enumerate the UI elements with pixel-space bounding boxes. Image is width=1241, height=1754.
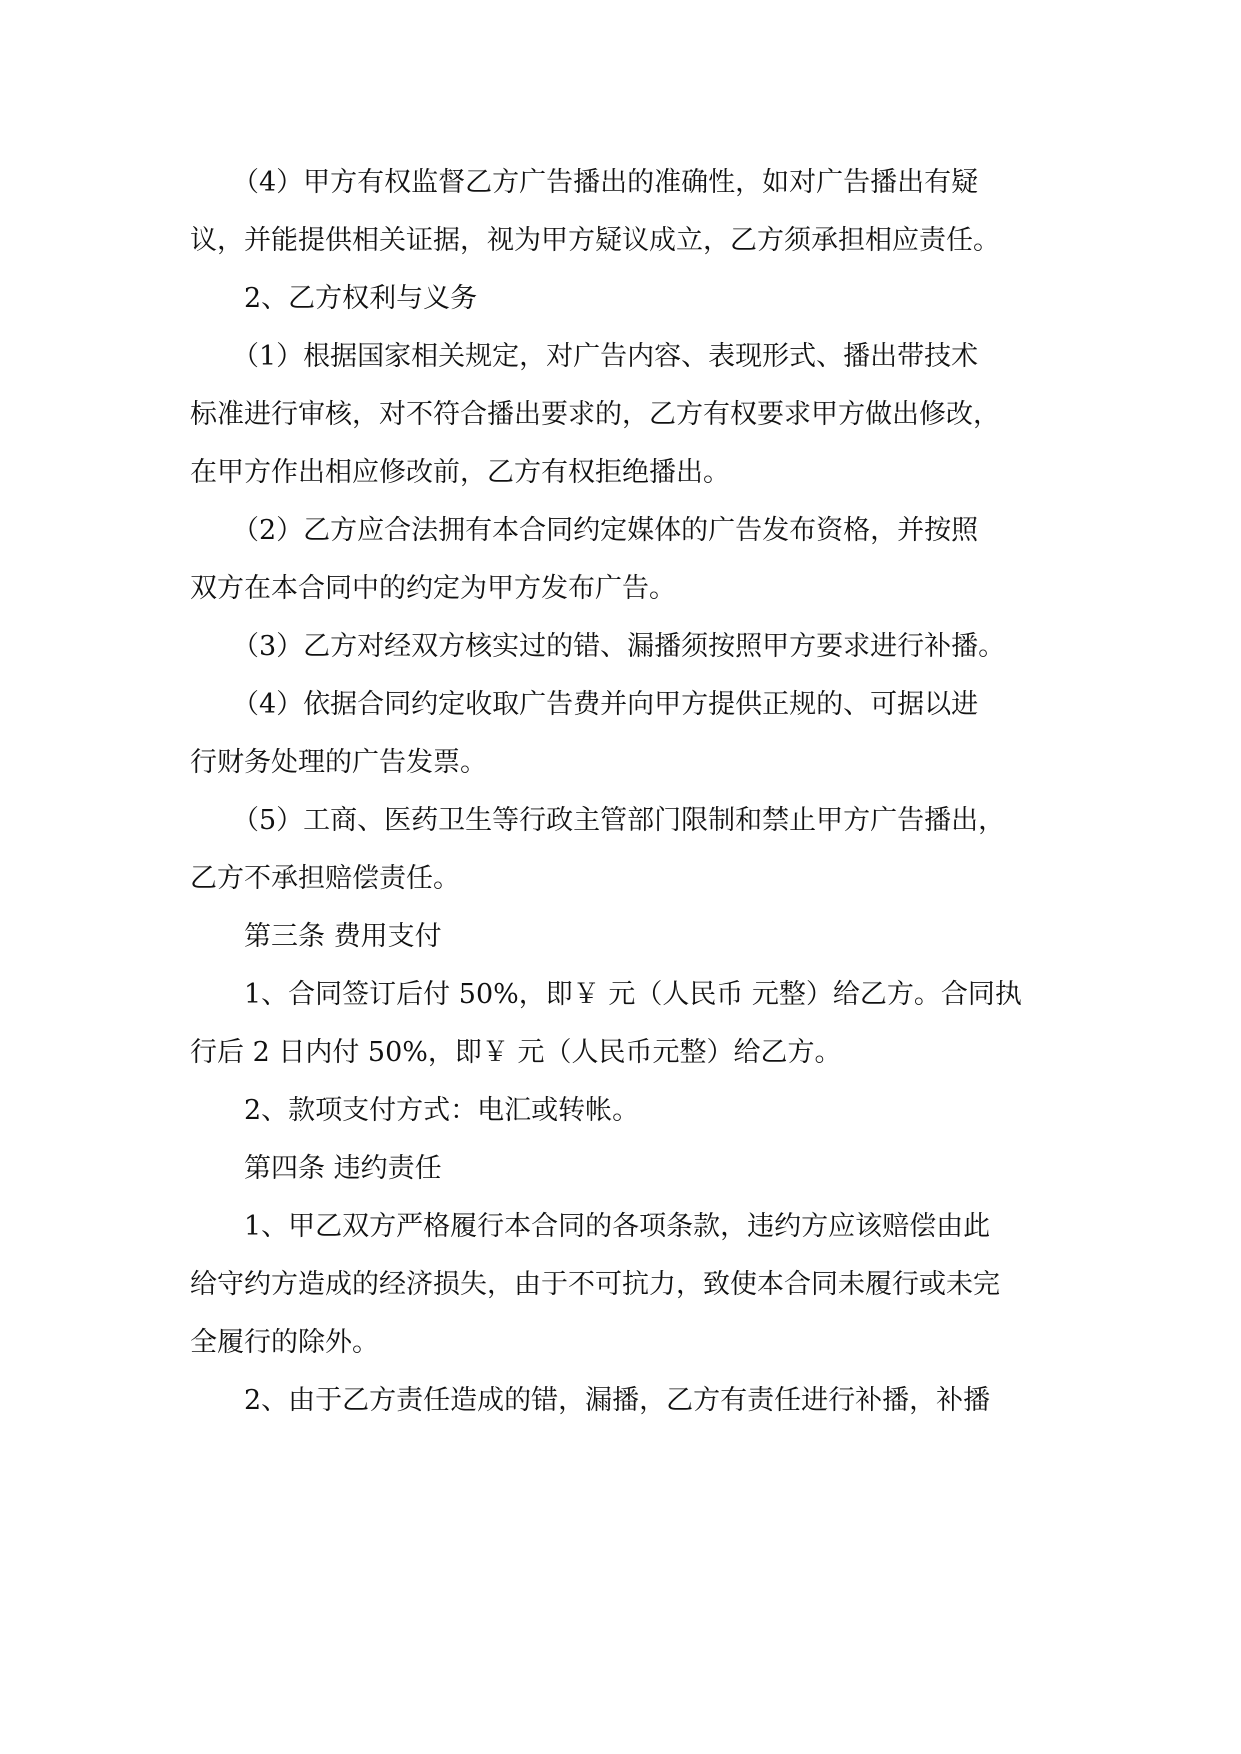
text-line: （4）依据合同约定收取广告费并向甲方提供正规的、可据以进 [232,689,979,720]
text-line: 乙方不承担赔偿责任。 [190,863,460,894]
text-line: 给守约方造成的经济损失，由于不可抗力，致使本合同未履行或未完 [190,1269,1000,1300]
text-line: 双方在本合同中的约定为甲方发布广告。 [190,573,676,604]
text-line: 行财务处理的广告发票。 [190,747,487,778]
text-line: （1）根据国家相关规定，对广告内容、表现形式、播出带技术 [232,341,979,372]
text-line: （3）乙方对经双方核实过的错、漏播须按照甲方要求进行补播。 [232,631,1006,662]
text-line: 在甲方作出相应修改前，乙方有权拒绝播出。 [190,457,730,488]
text-line: 标准进行审核，对不符合播出要求的，乙方有权要求甲方做出修改， [190,399,1000,430]
article-heading: 第三条 费用支付 [244,921,442,952]
text-line: （5）工商、医药卫生等行政主管部门限制和禁止甲方广告播出， [232,805,1006,836]
text-line: （4）甲方有权监督乙方广告播出的准确性，如对广告播出有疑 [232,167,979,198]
section-heading: 2、乙方权利与义务 [244,283,478,314]
text-line: 1、合同签订后付 50%，即￥ 元（人民币 元整）给乙方。合同执 [244,979,1022,1010]
text-line: 行后 2 日内付 50%，即￥ 元（人民币元整）给乙方。 [190,1037,842,1068]
text-line: 议，并能提供相关证据，视为甲方疑议成立，乙方须承担相应责任。 [190,225,1000,256]
text-line: 2、款项支付方式：电汇或转帐。 [244,1095,640,1126]
text-line: （2）乙方应合法拥有本合同约定媒体的广告发布资格，并按照 [232,515,979,546]
text-line: 全履行的除外。 [190,1327,379,1358]
text-line: 1、甲乙双方严格履行本合同的各项条款，违约方应该赔偿由此 [244,1211,991,1242]
text-line: 2、由于乙方责任造成的错，漏播，乙方有责任进行补播，补播 [244,1385,991,1416]
article-heading: 第四条 违约责任 [244,1153,442,1184]
document-body [190,154,1060,1430]
